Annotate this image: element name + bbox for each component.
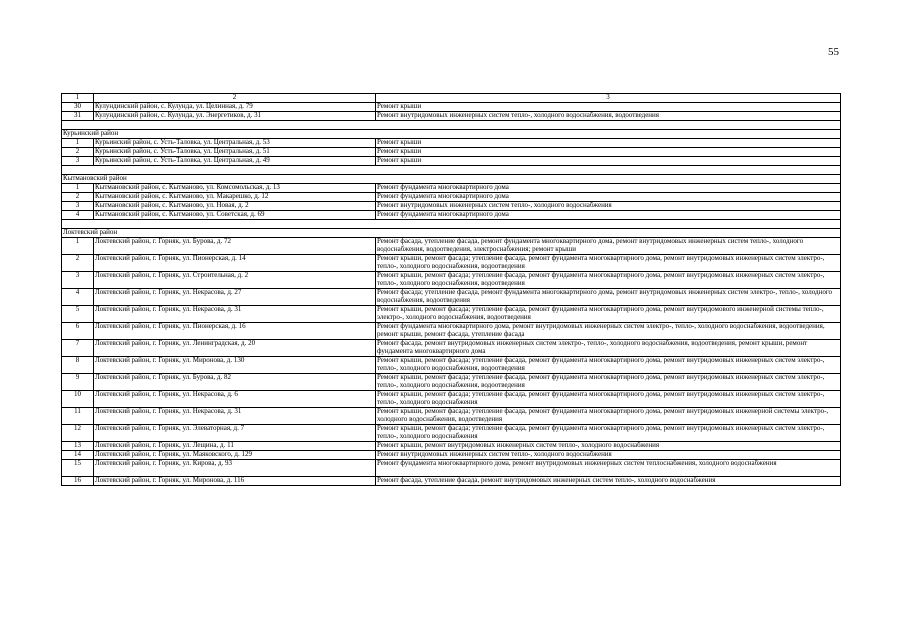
row-number: 7 — [62, 340, 94, 357]
table-row — [62, 408, 841, 425]
row-number: 9 — [62, 374, 94, 391]
table-row — [62, 477, 841, 486]
repair-work-types: Ремонт фасада, утепление фасада, ремонт фундамента многоквартирного дома, ремонт внутридомовых инженерных систем тепло-, холодного водоснабжения, водоотведения, электроснабжения; ремонт крыши — [376, 238, 841, 255]
building-address: Локтевский район, г. Горняк, ул. Миронова, д. 130 — [94, 357, 376, 374]
repair-work-types: Ремонт крыши, ремонт фасада; утепление фасада, ремонт фундамента многоквартирного дома, ремонт внутридомовых инженерных систем электро-, тепло-, холодного водоснабжения, водоотведения — [376, 374, 841, 391]
section-spacer — [62, 220, 841, 229]
row-number: 1 — [62, 238, 94, 255]
column-number-header-row — [62, 94, 841, 103]
table-row — [62, 103, 841, 112]
repair-work-types: Ремонт крыши, ремонт фасада; утепление фасада, ремонт фундамента многоквартирного дома, ремонт внутридомовых инженерных систем электро-, тепло-, холодного водоснабжения — [376, 391, 841, 408]
building-address: Локтевский район, г. Горняк, ул. Бурова, д. 82 — [94, 374, 376, 391]
building-address: Кытмановский район, с. Кытманово, ул. Советская, д. 69 — [94, 211, 376, 220]
row-number: 3 — [62, 272, 94, 289]
repair-work-types: Ремонт крыши, ремонт внутридомовых инженерных систем тепло-, холодного водоснабжения — [376, 442, 841, 451]
repair-work-types: Ремонт внутридомовых инженерных систем тепло-, холодного водоснабжения — [376, 451, 841, 460]
building-address: Курьинский район, с. Усть-Таловка, ул. Центральная, д. 53 — [94, 139, 376, 148]
section-spacer — [62, 121, 841, 130]
repair-work-types: Ремонт крыши, ремонт фасада; утепление фасада, ремонт фундамента многоквартирного дома, ремонт внутридомового инженерной системы тепло-, электро-, холодного водоснабжения, водоотведения — [376, 306, 841, 323]
row-number: 10 — [62, 391, 94, 408]
table-row — [62, 442, 841, 451]
column-header: 3 — [376, 94, 841, 103]
row-number: 11 — [62, 408, 94, 425]
building-address: Локтевский район, г. Горняк, ул. Маяковского, д. 129 — [94, 451, 376, 460]
table-row — [62, 306, 841, 323]
repair-work-types: Ремонт крыши, ремонт фасада; утепление фасада, ремонт фундамента многоквартирного дома, ремонт внутридомовых инженерных систем электро-, тепло-, холодного водоснабжения, водоотведения — [376, 255, 841, 272]
repair-work-types: Ремонт фундамента многоквартирного дома — [376, 193, 841, 202]
repair-work-types: Ремонт крыши, ремонт фасада; утепление фасада, ремонт фундамента многоквартирного дома, ремонт внутридомовых инженерных систем электро-, тепло-, холодного водоснабжения, водоотведения — [376, 357, 841, 374]
building-address: Локтевский район, г. Горняк, ул. Некрасова, д. 31 — [94, 306, 376, 323]
table-row — [62, 211, 841, 220]
building-address: Кулундинский район, с. Кулунда, ул. Целинная, д. 79 — [94, 103, 376, 112]
building-address: Курьинский район, с. Усть-Таловка, ул. Центральная, д. 49 — [94, 157, 376, 166]
row-number: 2 — [62, 193, 94, 202]
repair-register-table — [61, 93, 841, 486]
building-address: Локтевский район, г. Горняк, ул. Бурова, д. 72 — [94, 238, 376, 255]
table-row — [62, 255, 841, 272]
row-number: 5 — [62, 306, 94, 323]
building-address: Локтевский район, г. Горняк, ул. Ленинградская, д. 20 — [94, 340, 376, 357]
table-row — [62, 340, 841, 357]
repair-work-types: Ремонт крыши, ремонт фасада; утепление фасада, ремонт фундамента многоквартирного дома, ремонт внутридомовых инженерных систем электро-, тепло-, холодного водоснабжения — [376, 425, 841, 442]
repair-work-types: Ремонт внутридомовых инженерных систем тепло-, холодного водоснабжения — [376, 202, 841, 211]
table-row — [62, 357, 841, 374]
repair-work-types: Ремонт крыши — [376, 157, 841, 166]
building-address: Локтевский район, г. Горняк, ул. Некрасова, д. 6 — [94, 391, 376, 408]
row-number: 4 — [62, 211, 94, 220]
building-address: Локтевский район, г. Горняк, ул. Пионерская, д. 16 — [94, 323, 376, 340]
repair-work-types: Ремонт крыши, ремонт фасада; утепление фасада, ремонт фундамента многоквартирного дома, ремонт внутридомовых инженерных систем электро-, тепло-, холодного водоснабжения, водоотведения — [376, 272, 841, 289]
building-address: Локтевский район, г. Горняк, ул. Лещина, д. 11 — [94, 442, 376, 451]
building-address: Локтевский район, г. Горняк, ул. Элеваторная, д. 7 — [94, 425, 376, 442]
district-heading: Кытмановский район — [62, 175, 841, 184]
building-address: Кытмановский район, с. Кытманово, ул. Комсомольская, д. 13 — [94, 184, 376, 193]
repair-work-types: Ремонт крыши — [376, 103, 841, 112]
repair-work-types: Ремонт крыши, ремонт фасада; утепление фасада, ремонт фундамента многоквартирного дома, ремонт внутридомовых инженерной системы электро-, холодного водоснабжения, водоотведения — [376, 408, 841, 425]
building-address: Кытмановский район, с. Кытманово, ул. Новая, д. 2 — [94, 202, 376, 211]
table-row — [62, 460, 841, 477]
spacer-cell — [62, 166, 841, 175]
row-number: 31 — [62, 112, 94, 121]
row-number: 15 — [62, 460, 94, 477]
table-row — [62, 451, 841, 460]
repair-work-types: Ремонт крыши — [376, 148, 841, 157]
spacer-cell — [62, 220, 841, 229]
table-row — [62, 289, 841, 306]
repair-work-types: Ремонт фундамента многоквартирного дома, ремонт внутридомовых инженерных систем теплоснабжения, холодного водоснабжения — [376, 460, 841, 477]
row-number: 14 — [62, 451, 94, 460]
row-number: 6 — [62, 323, 94, 340]
building-address: Локтевский район, г. Горняк, ул. Кирова, д. 93 — [94, 460, 376, 477]
building-address: Локтевский район, г. Горняк, ул. Строительная, д. 2 — [94, 272, 376, 289]
building-address: Кулундинский район, с. Кулунда, ул. Энергетиков, д. 31 — [94, 112, 376, 121]
table-row — [62, 374, 841, 391]
table-row — [62, 112, 841, 121]
building-address: Локтевский район, г. Горняк, ул. Миронова, д. 116 — [94, 477, 376, 486]
row-number: 16 — [62, 477, 94, 486]
building-address: Кытмановский район, с. Кытманово, ул. Макарешко, д. 12 — [94, 193, 376, 202]
repair-work-types: Ремонт фасада; утепление фасада, ремонт фундамента многоквартирного дома, ремонт внутридомовых инженерных систем электро-, тепло-, холодного водоснабжения, водоотведения — [376, 289, 841, 306]
section-spacer — [62, 166, 841, 175]
building-address: Локтевский район, г. Горняк, ул. Некрасова, д. 31 — [94, 408, 376, 425]
spacer-cell — [62, 121, 841, 130]
table-row — [62, 157, 841, 166]
district-heading: Локтевский район — [62, 229, 841, 238]
table-row — [62, 391, 841, 408]
district-heading-row — [62, 130, 841, 139]
row-number: 3 — [62, 202, 94, 211]
table-row — [62, 202, 841, 211]
repair-work-types: Ремонт фундамента многоквартирного дома — [376, 211, 841, 220]
table-row — [62, 193, 841, 202]
table-row — [62, 425, 841, 442]
repair-work-types: Ремонт фундамента многоквартирного дома, ремонт внутридомовых инженерных систем электро-, тепло-, холодного водоснабжения, водоотведения, ремонт крыши, ремонт фасада, утепление фасада — [376, 323, 841, 340]
table-row — [62, 184, 841, 193]
building-address: Локтевский район, г. Горняк, ул. Пионерская, д. 14 — [94, 255, 376, 272]
table-row — [62, 323, 841, 340]
row-number: 30 — [62, 103, 94, 112]
table-row — [62, 238, 841, 255]
row-number: 1 — [62, 184, 94, 193]
row-number: 2 — [62, 148, 94, 157]
building-address: Локтевский район, г. Горняк, ул. Некрасова, д. 27 — [94, 289, 376, 306]
district-heading-row — [62, 175, 841, 184]
row-number: 3 — [62, 157, 94, 166]
column-header: 1 — [62, 94, 94, 103]
row-number: 1 — [62, 139, 94, 148]
page-number: 55 — [828, 46, 839, 58]
table-body — [62, 94, 841, 486]
repair-work-types: Ремонт фундамента многоквартирного дома — [376, 184, 841, 193]
column-header: 2 — [94, 94, 376, 103]
district-heading-row — [62, 229, 841, 238]
building-address: Курьинский район, с. Усть-Таловка, ул. Центральная, д. 51 — [94, 148, 376, 157]
row-number: 12 — [62, 425, 94, 442]
table-row — [62, 272, 841, 289]
district-heading: Курьинский район — [62, 130, 841, 139]
row-number: 13 — [62, 442, 94, 451]
repair-work-types: Ремонт фасада, ремонт внутридомовых инженерных систем электро-, тепло-, холодного водоснабжения, водоотведения, ремонт крыши, ремонт фундамента многоквартирного дома — [376, 340, 841, 357]
row-number: 4 — [62, 289, 94, 306]
row-number: 8 — [62, 357, 94, 374]
repair-work-types: Ремонт внутридомовых инженерных систем тепло-, холодного водоснабжения, водоотведения — [376, 112, 841, 121]
repair-work-types: Ремонт крыши — [376, 139, 841, 148]
row-number: 2 — [62, 255, 94, 272]
table-row — [62, 148, 841, 157]
repair-work-types: Ремонт фасада, утепление фасада, ремонт внутридомовых инженерных систем тепло-, холодного водоснабжения — [376, 477, 841, 486]
table-row — [62, 139, 841, 148]
